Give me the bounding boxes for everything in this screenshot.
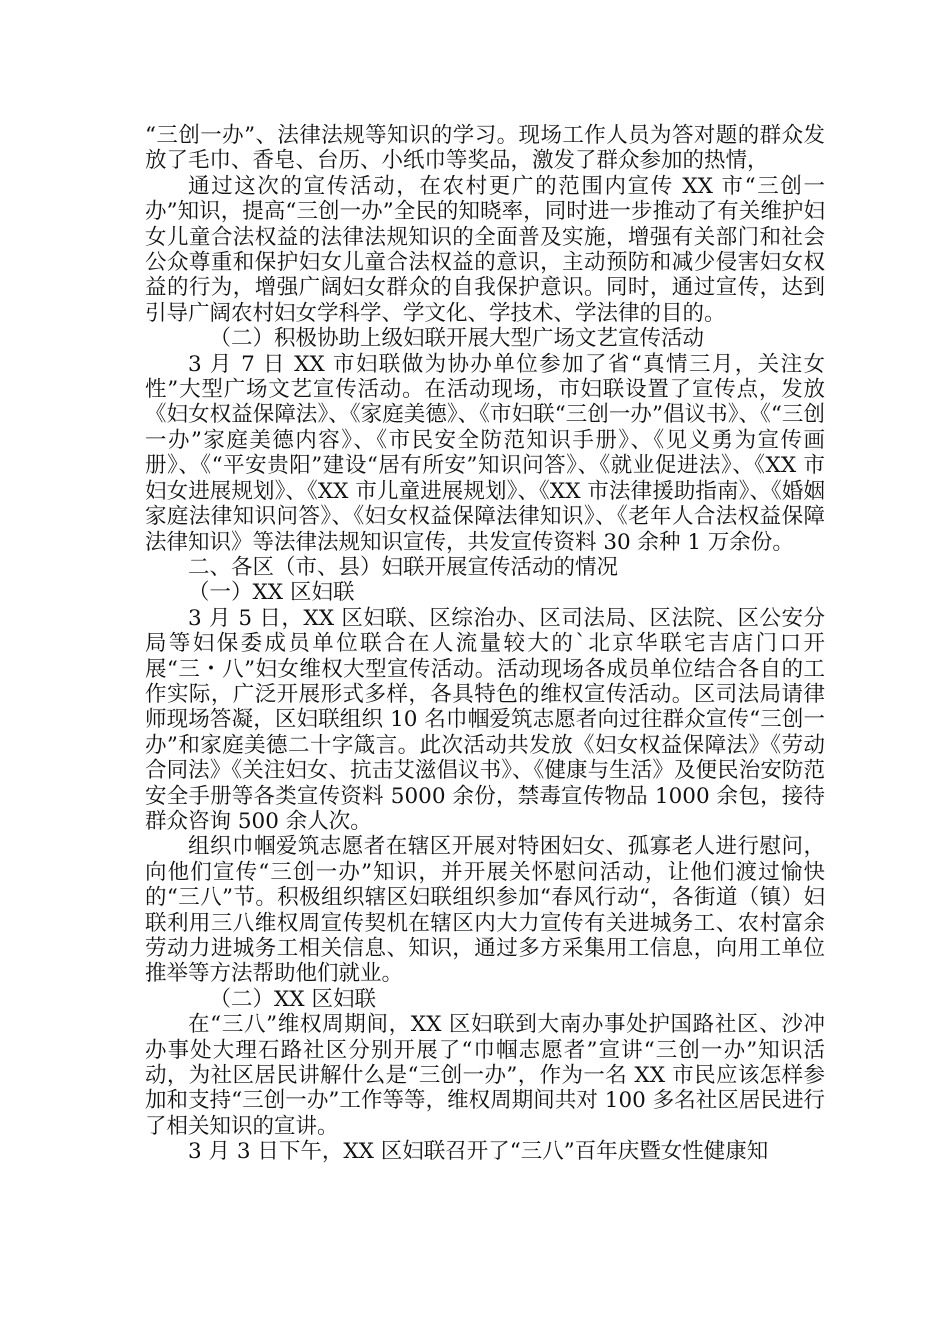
paragraph-rights-week: 在“三八”维权周期间，XX 区妇联到大南办事处护国路社区、沙冲办事处大理石路社区分别开展了“巾帼志愿者”宣讲“三创一办”知识活动，为社区居民讲解什么是“三创一办”，作为一名 XX 市民应该怎样参加和支持“三创一办”工作等等，维权周期间共对 100 多名社区居民进行了相关知识的宣讲。 — [145, 1012, 825, 1139]
section-heading-district-activities: 二、各区（市、县）妇联开展宣传活动的情况 — [188, 554, 619, 580]
paragraph-march-5-event: 3 月 5 日，XX 区妇联、区综治办、区司法局、区法院、区公安分局等妇保委成员单位联合在人流量较大的`北京华联宅吉店门口开展“三・八”妇女维权大型宣传活动。活动现场各成员单位结合各自的工作实际，广泛开展形式多样，各具特色的维权宣传活动。区司法局请律师现场答凝，区妇联组织 10 名巾帼爱筑志愿者向过往群众宣传“三创一办”和家庭美德二十字箴言。此次活动共发放《妇女权益保障法》《劳动合同法》《关注妇女、抗击艾滋倡议书》、《健康与生活》及便民治安防范安全手册等各类宣传资料 5000 余份，禁毒宣传物品 1000 余包，接待群众咨询 500 余人次。 — [145, 605, 825, 834]
subsection-heading-district-2: （二）XX 区妇联 — [209, 986, 376, 1012]
paragraph-campaign-results: 通过这次的宣传活动，在农村更广的范围内宣传 XX 市“三创一办”知识，提高“三创一办”全民的知晓率，同时进一步推动了有关维护妇女儿童合法权益的法律法规知识的全面普及实施，增强有关部门和社会公众尊重和保护妇女儿童合法权益的意识，主动预防和减少侵害妇女权益的行为，增强广阔妇女群众的自我保护意识。同时，通过宣传，达到引导广阔农村妇女学科学、学文化、学技术、学法律的目的。 — [145, 173, 825, 326]
section-heading-square-event: （二）积极协助上级妇联开展大型广场文艺宣传活动 — [209, 326, 705, 352]
subsection-heading-district-1: （一）XX 区妇联 — [188, 580, 355, 606]
paragraph-volunteer-visits: 组织巾帼爱筑志愿者在辖区开展对特困妇女、孤寡老人进行慰问，向他们宣传“三创一办”知识，并开展关怀慰问活动，让他们渡过愉快的“三八”节。积极组织辖区妇联组织参加“春风行动“，各街道（镇）妇联利用三八维权周宣传契机在辖区内大力宣传有关进城务工、农村富余劳动力进城务工相关信息、知识，通过多方采集用工信息，向用工单位推举等方法帮助他们就业。 — [145, 834, 825, 987]
document-page — [145, 123, 825, 1165]
paragraph-march-7-event: 3 月 7 日 XX 市妇联做为协办单位参加了省“真情三月，关注女性”大型广场文艺宣传活动。在活动现场，市妇联设置了宣传点，发放《妇女权益保障法》、《家庭美德》、《市妇联“三创一办”倡议书》、《“三创一办”家庭美德内容》、《市民安全防范知识手册》、《见义勇为宣传画册》、《“平安贵阳”建设“居有所安”知识问答》、《就业促进法》、《XX 市妇女进展规划》、《XX 市儿童进展规划》、《XX 市法律援助指南》、《婚姻家庭法律知识问答》、《妇女权益保障法律知识》、《老年人合法权益保障法律知识》等法律法规知识宣传，共发宣传资料 30 余种 1 万余份。 — [145, 351, 825, 555]
paragraph-prize-distribution: “三创一办”、法律法规等知识的学习。现场工作人员为答对题的群众发放了毛巾、香皂、台历、小纸巾等奖品，激发了群众参加的热情， — [145, 123, 825, 174]
paragraph-march-3-event: 3 月 3 日下午，XX 区妇联召开了“三八”百年庆暨女性健康知 — [188, 1139, 769, 1165]
